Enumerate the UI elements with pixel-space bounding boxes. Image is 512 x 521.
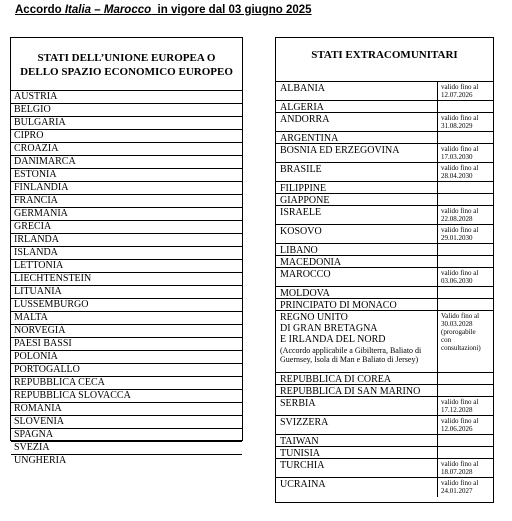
eu-country-row: CIPRO (11, 130, 242, 143)
eu-country-row: MALTA (11, 312, 242, 325)
non-eu-country-row (276, 132, 493, 144)
eu-country-row: ISLANDA (11, 247, 242, 260)
country-name: ANDORRA (280, 114, 330, 125)
validity-text: valido fino al (441, 398, 479, 406)
country-name: SVIZZERA (280, 417, 329, 428)
validity-cell (437, 311, 493, 372)
non-eu-country-row (276, 416, 493, 435)
country-name-cell (276, 447, 437, 458)
validity-cell (437, 416, 493, 434)
title-morocco: Marocco (103, 4, 152, 16)
validity-text: valido fino al (441, 479, 479, 487)
country-name-cell (276, 163, 437, 181)
validity-text: 17.03.2030 (441, 153, 473, 161)
non-eu-country-row (276, 182, 493, 194)
country-name-cell (276, 256, 437, 267)
country-name: MACEDONIA (280, 257, 342, 267)
validity-text: 22.08.2028 (441, 215, 473, 223)
validity-text: 30.03.2028 (441, 320, 473, 328)
country-name: TUNISIA (280, 448, 320, 458)
country-name: FILIPPINE (280, 183, 327, 193)
country-name: ARGENTINA (280, 133, 339, 143)
validity-text: valido fino al (441, 417, 479, 425)
country-name-cell (276, 268, 437, 286)
country-name-cell (276, 82, 437, 100)
eu-country-row: SVEZIA (11, 442, 242, 455)
validity-cell (437, 435, 493, 446)
non-eu-country-row (276, 459, 493, 478)
validity-text: 18.07.2028 (441, 468, 473, 476)
country-name: LIBANO (280, 245, 318, 255)
validity-cell (437, 163, 493, 181)
eu-country-row: BELGIO (11, 104, 242, 117)
country-name: SERBIA (280, 398, 316, 409)
country-name-cell (276, 478, 437, 497)
country-name: ISRAELE (280, 207, 322, 218)
non-eu-country-row (276, 373, 493, 385)
non-eu-country-row (276, 113, 493, 132)
eu-country-list (11, 91, 242, 467)
non-eu-country-row (276, 225, 493, 244)
validity-cell (437, 244, 493, 255)
validity-cell (437, 256, 493, 267)
validity-cell (437, 459, 493, 477)
validity-cell (437, 194, 493, 205)
validity-cell (437, 182, 493, 193)
country-name-cell (276, 194, 437, 205)
country-name: REPUBBLICA DI SAN MARINO (280, 386, 421, 396)
country-name-cell (276, 101, 437, 112)
eu-country-row: SPAGNA (11, 429, 242, 442)
non-eu-country-row (276, 478, 493, 497)
validity-text: valido fino al (441, 226, 479, 234)
non-eu-country-row (276, 82, 493, 101)
country-name: PRINCIPATO DI MONACO (280, 300, 397, 310)
validity-text: Valido fino al (441, 312, 480, 320)
validity-text: 12.07.2026 (441, 91, 473, 99)
non-eu-country-row (276, 256, 493, 268)
country-note: (Accordo applicabile a Gibilterra, Baliato di Guernsey, Isola di Man e Baliato di Jersey) (280, 346, 422, 364)
validity-cell (437, 144, 493, 162)
validity-cell (437, 132, 493, 143)
country-name-cell (276, 397, 437, 415)
validity-text: 24.01.2027 (441, 487, 473, 495)
country-name-cell (276, 416, 437, 434)
eu-country-row: FRANCIA (11, 195, 242, 208)
validity-text: valido fino al (441, 83, 479, 91)
eu-header-line2: DELLO SPAZIO ECONOMICO EUROPEO (20, 66, 233, 78)
validity-cell (437, 113, 493, 131)
non-eu-country-row (276, 163, 493, 182)
non-eu-country-row (276, 287, 493, 299)
eu-country-row: AUSTRIA (11, 91, 242, 104)
non-eu-country-row (276, 311, 493, 373)
country-name: GIAPPONE (280, 195, 330, 205)
non-eu-country-row (276, 435, 493, 447)
validity-cell (437, 225, 493, 243)
validity-text: 29.01.2030 (441, 234, 473, 242)
country-name: TAIWAN (280, 436, 319, 446)
non-eu-country-row (276, 206, 493, 225)
eu-country-row: REPUBBLICA CECA (11, 377, 242, 390)
non-eu-country-row (276, 268, 493, 287)
eu-country-row: BULGARIA (11, 117, 242, 130)
validity-cell (437, 268, 493, 286)
validity-text: valido fino al (441, 145, 479, 153)
non-eu-country-row (276, 244, 493, 256)
country-name: MOLDOVA (280, 288, 330, 298)
validity-text: 12.06.2026 (441, 425, 473, 433)
validity-cell (437, 447, 493, 458)
eu-country-row: GRECIA (11, 221, 242, 234)
eu-country-row: POLONIA (11, 351, 242, 364)
eu-country-row: FINLANDIA (11, 182, 242, 195)
title-part1: Accordo (15, 4, 65, 16)
non-eu-country-list (276, 82, 493, 497)
country-name-cell (276, 113, 437, 131)
country-name: DI GRAN BRETAGNA (280, 323, 378, 334)
country-name-cell (276, 459, 437, 477)
title-rest: in vigore dal 03 giugno 2025 (151, 4, 312, 16)
eu-country-row: ESTONIA (11, 169, 242, 182)
validity-text: valido fino al (441, 114, 479, 122)
validity-text: 28.04.2030 (441, 172, 473, 180)
validity-cell (437, 299, 493, 310)
country-name: ALGERIA (280, 102, 324, 112)
eu-country-row: NORVEGIA (11, 325, 242, 338)
non-eu-country-row (276, 144, 493, 163)
validity-text: con (441, 336, 452, 344)
eu-countries-table (10, 37, 243, 466)
country-name-cell (276, 182, 437, 193)
title-dash: – (91, 4, 104, 16)
non-eu-table-header: STATI EXTRACOMUNITARI (276, 38, 493, 82)
country-name: UCRAINA (280, 479, 326, 490)
non-eu-country-row (276, 385, 493, 397)
eu-country-row: REPUBBLICA SLOVACCA (11, 390, 242, 403)
country-name-cell (276, 144, 437, 162)
country-name: TURCHIA (280, 460, 325, 471)
validity-text: 03.06.2030 (441, 277, 473, 285)
eu-country-row: IRLANDA (11, 234, 242, 247)
non-eu-countries-table (275, 37, 494, 503)
eu-table-header (11, 38, 242, 91)
validity-text: (prorogabile (441, 328, 476, 336)
validity-text: valido fino al (441, 269, 479, 277)
eu-country-row: LIECHTENSTEIN (11, 273, 242, 286)
non-eu-country-row (276, 447, 493, 459)
eu-country-row: DANIMARCA (11, 156, 242, 169)
validity-text: valido fino al (441, 207, 479, 215)
country-name-cell (276, 373, 437, 384)
eu-country-row: ROMANIA (11, 403, 242, 416)
country-name-cell (276, 244, 437, 255)
country-name-cell (276, 287, 437, 298)
validity-text: 17.12.2028 (441, 406, 473, 414)
country-name: BRASILE (280, 164, 322, 175)
country-name: BOSNIA ED ERZEGOVINA (280, 145, 400, 156)
country-name-cell (276, 311, 437, 372)
validity-text: valido fino al (441, 460, 479, 468)
eu-country-row: LETTONIA (11, 260, 242, 273)
country-name: KOSOVO (280, 226, 322, 237)
validity-cell (437, 373, 493, 384)
validity-cell (437, 287, 493, 298)
eu-country-row: GERMANIA (11, 208, 242, 221)
document-title (15, 4, 312, 16)
eu-country-row: SLOVENIA (11, 416, 242, 429)
country-name: ALBANIA (280, 83, 325, 94)
country-name: MAROCCO (280, 269, 331, 280)
validity-cell (437, 478, 493, 497)
non-eu-country-row (276, 101, 493, 113)
title-italy: Italia (64, 4, 92, 16)
non-eu-country-row (276, 397, 493, 416)
eu-country-row: PORTOGALLO (11, 364, 242, 377)
eu-country-row: LUSSEMBURGO (11, 299, 242, 312)
country-name: REPUBBLICA DI COREA (280, 374, 392, 384)
eu-country-row: CROAZIA (11, 143, 242, 156)
eu-country-row: PAESI BASSI (11, 338, 242, 351)
eu-country-row: UNGHERIA (14, 455, 67, 466)
validity-cell (437, 397, 493, 415)
country-name: REGNO UNITO (280, 312, 348, 323)
validity-text: 31.08.2029 (441, 122, 473, 130)
validity-cell (437, 101, 493, 112)
non-eu-country-row (276, 194, 493, 206)
country-name-cell (276, 435, 437, 446)
validity-cell (437, 206, 493, 224)
country-name-cell (276, 206, 437, 224)
eu-country-row: LITUANIA (11, 286, 242, 299)
country-name-cell (276, 132, 437, 143)
country-name-cell (276, 299, 437, 310)
country-name-cell (276, 225, 437, 243)
validity-cell (437, 82, 493, 100)
country-name: E IRLANDA DEL NORD (280, 334, 386, 345)
non-eu-country-row (276, 299, 493, 311)
validity-text: valido fino al (441, 164, 479, 172)
country-name-cell (276, 385, 437, 396)
validity-cell (437, 385, 493, 396)
eu-header-line1: STATI DELL’UNIONE EUROPEA O (37, 52, 216, 64)
validity-text: consultazioni) (441, 344, 481, 352)
